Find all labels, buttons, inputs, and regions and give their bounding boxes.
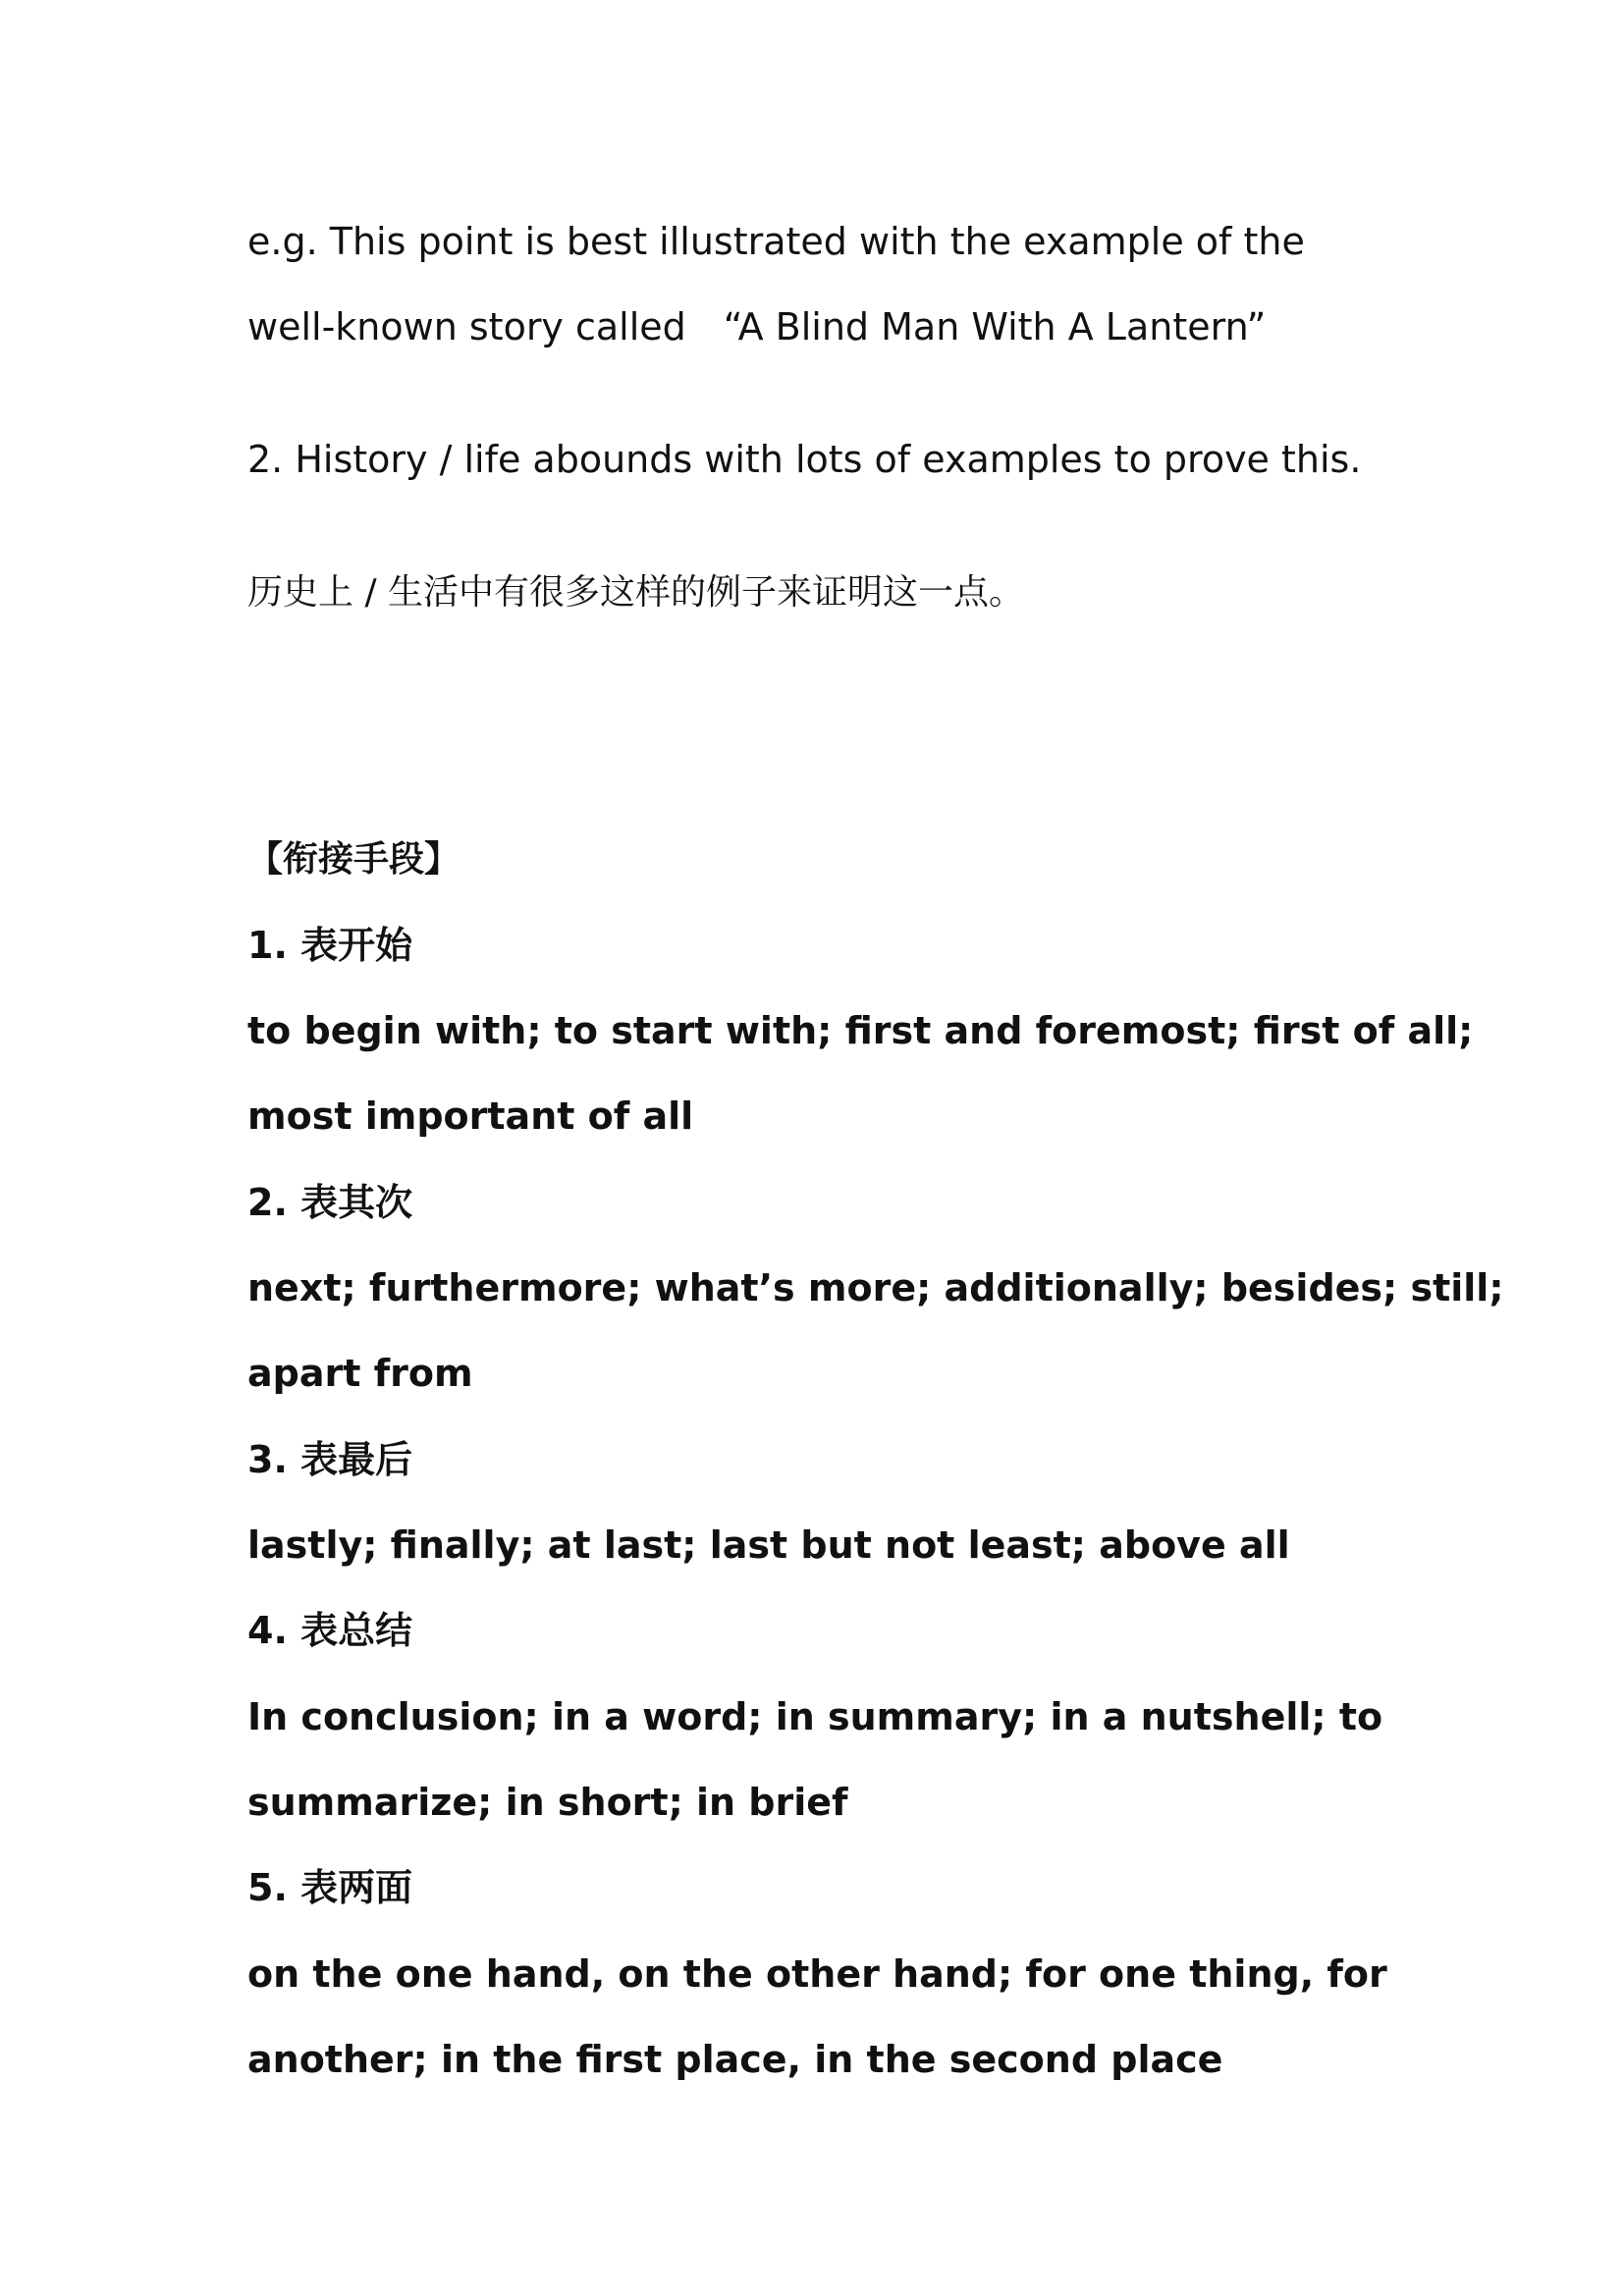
example-line-1: e.g. This point is best illustrated with the example of the [247, 220, 1305, 263]
item-5-line-2: another; in the first place, in the second place [247, 2038, 1223, 2081]
item-2-line-1: next; furthermore; what’s more; additionally; besides; still; [247, 1266, 1504, 1309]
item-4-line-1: In conclusion; in a word; in summary; in a nutshell; to [247, 1695, 1383, 1738]
item-1-line-2: most important of all [247, 1095, 694, 1138]
item-1-label: 1. 表开始 [247, 924, 413, 967]
item-5-line-1: on the one hand, on the other hand; for one thing, for [247, 1952, 1387, 1996]
item-2-line-2: apart from [247, 1352, 473, 1395]
item-2-label: 2. 表其次 [247, 1181, 413, 1224]
item-3-line-1: lastly; finally; at last; last but not least; above all [247, 1523, 1290, 1567]
item-4-label: 4. 表总结 [247, 1609, 413, 1652]
point-2-english: 2. History / life abounds with lots of examples to prove this. [247, 438, 1362, 481]
example-line-2: well-known story called “A Blind Man With A Lantern” [247, 305, 1267, 348]
item-4-line-2: summarize; in short; in brief [247, 1781, 848, 1824]
item-3-label: 3. 表最后 [247, 1438, 413, 1481]
cohesion-heading: 【衔接手段】 [247, 839, 460, 880]
item-1-line-1: to begin with; to start with; first and foremost; first of all; [247, 1009, 1474, 1052]
point-2-chinese: 历史上 / 生活中有很多这样的例子来证明这一点。 [247, 572, 1025, 613]
item-5-label: 5. 表两面 [247, 1866, 413, 1909]
